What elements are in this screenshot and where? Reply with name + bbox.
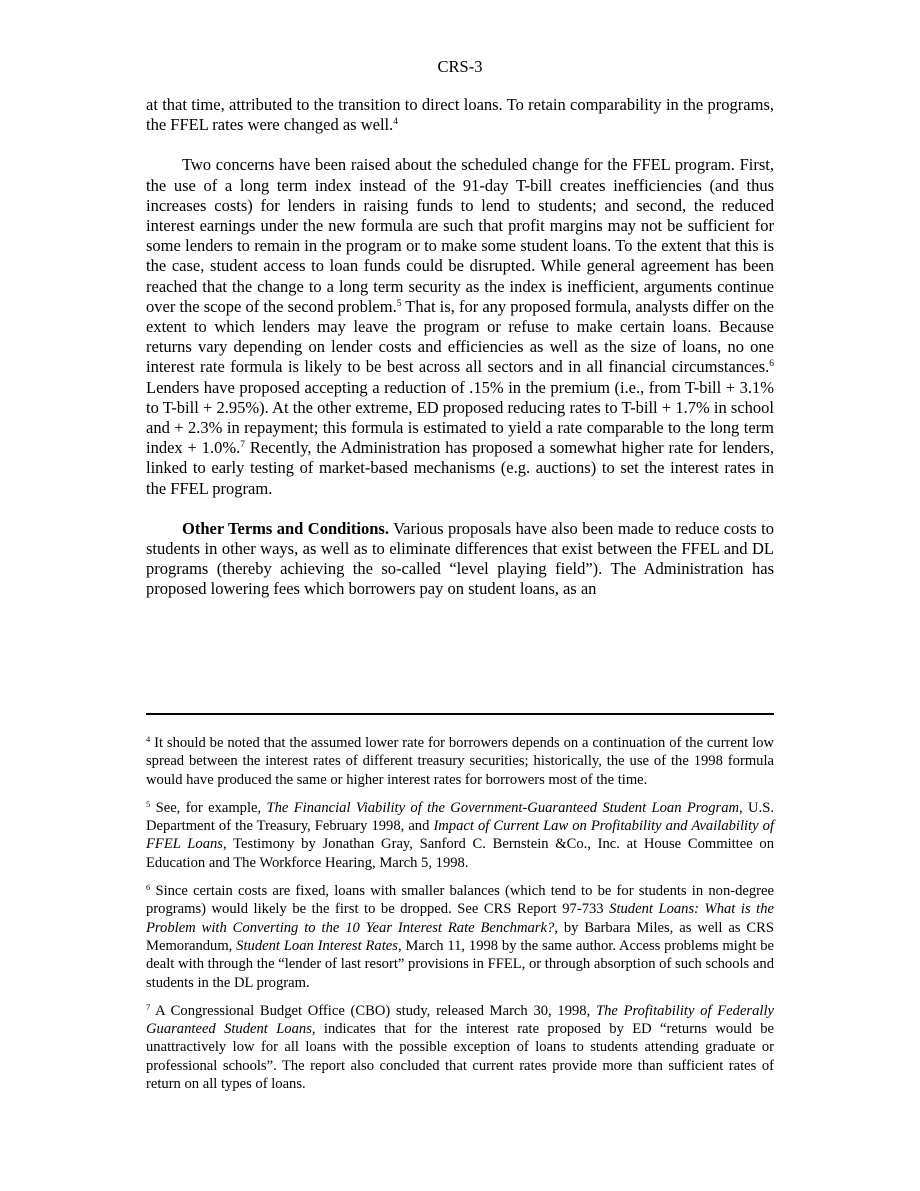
citation-title: The Financial Viability of the Government-Guaranteed Student Loan Program (266, 799, 740, 816)
paragraph-1-text: at that time, attributed to the transition to direct loans. To retain comparability in the programs, the FFEL rates were changed as well. (146, 95, 774, 135)
page-header (146, 57, 774, 77)
footnote-number: 6 (146, 882, 151, 893)
footnote-number: 4 (146, 734, 151, 744)
footnote-ref-4[interactable]: 4 (393, 117, 399, 128)
paragraph-2-part-a: Two concerns have been raised about the scheduled change for the FFEL program. First, the use of a long term index instead of the 91-day T-bill creates inefficiencies (and thus increases costs) for lenders in raising funds to lend to students; and second, the reduced interest earnings under the new formula are such that profit margins may not be sufficient for some lenders to remain in the program or to make some student loans. To the extent that this is the case, student access to loan funds could be disrupted. While general agreement has been reached that the change to a long term security as the index is inefficient, arguments continue over the scope of the second problem. (146, 155, 774, 316)
section-heading: Other Terms and Conditions. (182, 518, 389, 538)
paragraph-3-text: Various proposals have also been made to reduce costs to students in other ways, as well as to eliminate differences that exist between the FFEL and DL programs (thereby achieving the so-called “level playing field”). The Administration has proposed lowering fees which borrowers pay on student loans, as an (146, 518, 774, 599)
paragraph-3 (146, 519, 774, 600)
footnotes (146, 734, 774, 1103)
paragraph-2-part-c: Lenders have proposed accepting a reduction of .15% in the premium (i.e., from T-bill + 3.1% to T-bill + 2.95%). At the other extreme, ED proposed reducing rates to T-bill + 1.7% in school and + 2.3% in repayment; this formula is estimated to yield a rate comparable to the long term index + 1.0%. (146, 377, 774, 458)
footnote-text: , U.S. Department of the Treasury, February 1998, and (146, 799, 775, 835)
paragraph-2-part-d: Recently, the Administration has proposed a somewhat higher rate for lenders, linked to early testing of market-based mechanisms (e.g. auctions) to set the interest rates in the FFEL program. (146, 438, 774, 498)
footnote-text: , March 11, 1998 by the same author. Access problems might be dealt with through the “lender of last resort” provisions in FFEL, or through absorption of such schools and students in the DL program. (146, 937, 774, 991)
paragraph-2-part-b: That is, for any proposed formula, analysts differ on the extent to which lenders may leave the program or refuse to make certain loans. Because returns vary depending on lender costs and efficiencies as well as the size of loans, no one interest rate formula is likely to be best across all sectors and in all financial circumstances. (146, 296, 774, 377)
footnote-text: See, for example, (150, 799, 267, 816)
footnote-6 (146, 882, 774, 992)
footnote-separator (146, 713, 774, 715)
citation-title: Impact of Current Law on Profitability and Availability of FFEL Loans (146, 818, 774, 853)
footnote-number: 5 (146, 798, 151, 809)
footnote-number: 7 (146, 1001, 151, 1012)
footnote-ref-7[interactable]: 7 (240, 440, 245, 451)
footnote-4 (146, 734, 774, 789)
footnote-5 (146, 799, 774, 872)
paragraph-2 (146, 155, 774, 498)
footnote-ref-5[interactable]: 5 (396, 298, 402, 309)
footnote-ref-6[interactable]: 6 (769, 359, 774, 370)
citation-title: Student Loan Interest Rates (236, 937, 398, 954)
footnote-7 (146, 1002, 774, 1093)
footnote-text: , by Barbara Miles, as well as CRS Memorandum, (146, 919, 774, 954)
footnote-text: It should be noted that the assumed lower rate for borrowers depends on a continuation of the current low spread between the interest rates of different treasury securities; historically, the use of the 1998 formula would have produced the same or higher interest rates for borrowers most of the time. (146, 735, 774, 788)
body-text (146, 95, 774, 620)
page-number: CRS-3 (437, 57, 483, 76)
footnote-text: , Testimony by Jonathan Gray, Sanford C. Bernstein &Co., Inc. at House Committee on Education and The Workforce Hearing, March 5, 1998. (146, 836, 774, 871)
citation-title: The Profitability of Federally Guaranteed Student Loans (146, 1002, 774, 1038)
footnote-text: Since certain costs are fixed, loans with smaller balances (which tend to be for students in non-degree programs) would likely be the first to be dropped. See CRS Report 97-733 (146, 883, 774, 918)
citation-title: Student Loans: What is the Problem with Converting to the 10 Year Interest Rate Benchmark? (146, 901, 774, 936)
paragraph-1 (146, 95, 774, 135)
footnote-text: A Congressional Budget Office (CBO) study, released March 30, 1998, (150, 1002, 596, 1019)
footnote-text: , indicates that for the interest rate proposed by ED “returns would be unattractively low for all loans with the possible exception of loans to students attending graduate or professional schools”. The report also concluded that current rates provide more than sufficient rates of return on all types of loans. (146, 1021, 774, 1093)
